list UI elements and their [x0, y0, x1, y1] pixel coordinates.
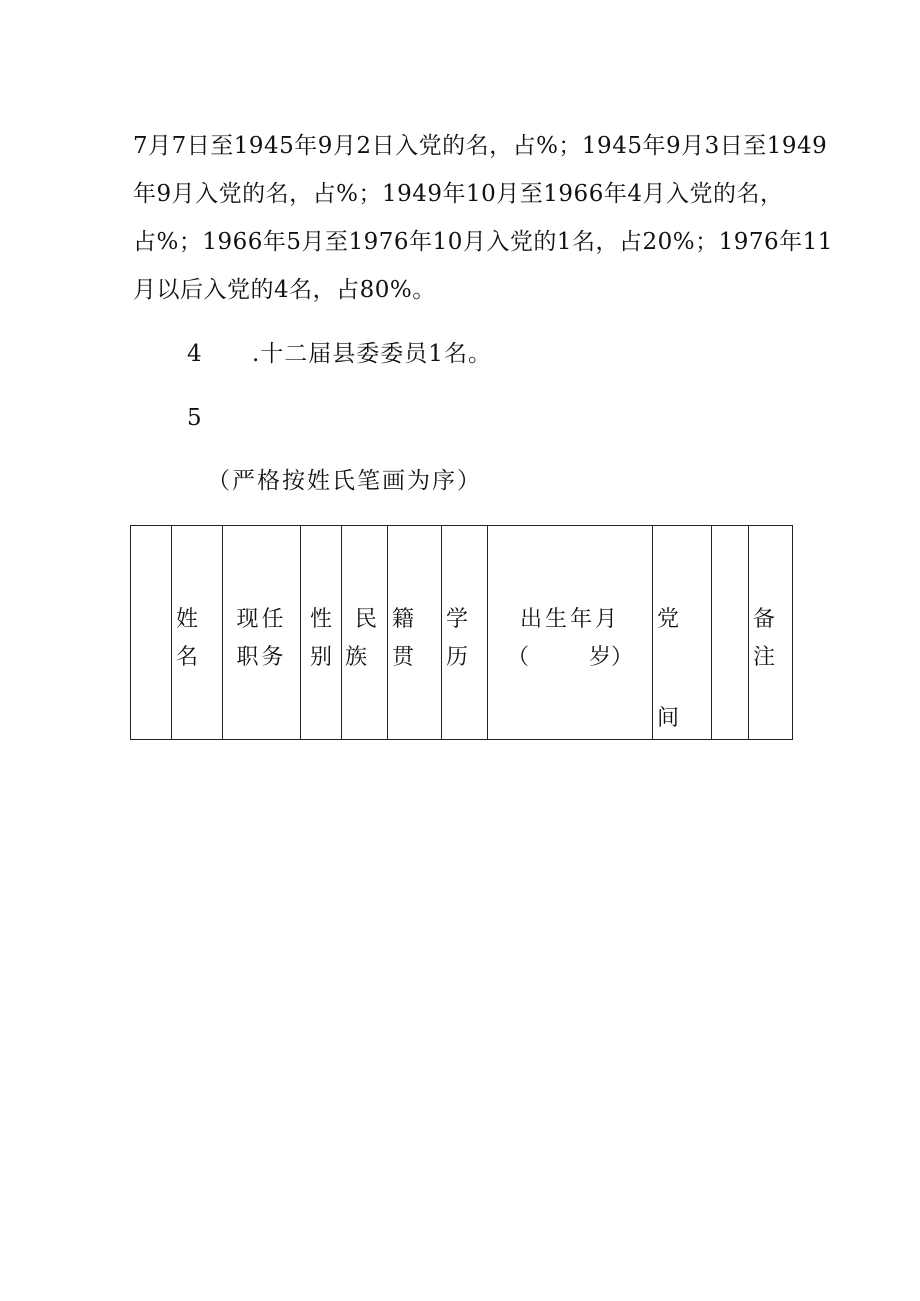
- header-position-line2: 职务: [236, 645, 287, 670]
- header-ethnicity-line1: 民: [355, 607, 381, 632]
- header-party-line2: 间: [657, 706, 680, 731]
- paragraph-line-1: 7月7日至1945年9月2日入党的名，占%；1945年9月3日至1949: [133, 133, 828, 159]
- header-education-line1: 学: [446, 607, 472, 632]
- header-birth-text: [488, 601, 652, 677]
- item-4-text: .十二届县委委员1名。: [252, 341, 492, 367]
- item-4-number: 4: [187, 341, 202, 367]
- header-ethnicity-text: [345, 601, 380, 677]
- header-origin-line2: 贯: [392, 645, 418, 670]
- header-ethnicity: [342, 526, 388, 740]
- header-age-line: [488, 639, 652, 677]
- header-name-line2: 名: [176, 645, 202, 670]
- header-origin-text: [392, 601, 417, 677]
- header-age-close: 岁）: [589, 645, 634, 670]
- table-note: （严格按姓氏笔画为序）: [207, 468, 482, 494]
- header-gender: [301, 526, 342, 740]
- header-remarks: [749, 526, 793, 740]
- header-name-text: [176, 601, 201, 677]
- header-party-line1: 党: [657, 607, 680, 632]
- header-remarks-text: [753, 601, 778, 677]
- header-position-text: [223, 601, 300, 677]
- header-name: [172, 526, 223, 740]
- header-gender-text: [310, 601, 335, 677]
- paragraph-line-2: 年9月入党的名，占%；1949年10月至1966年4月入党的名，: [133, 181, 784, 207]
- header-ethnicity-line2: 族: [345, 645, 371, 670]
- header-gender-line2: 别: [310, 645, 336, 670]
- header-remarks-line1: 备: [753, 607, 779, 632]
- header-gender-line1: 性: [310, 607, 336, 632]
- header-position: [223, 526, 301, 740]
- header-name-line1: 姓: [176, 607, 202, 632]
- header-origin: [388, 526, 442, 740]
- paragraph-line-3: 占%；1966年5月至1976年10月入党的1名，占20%；1976年11: [133, 229, 833, 255]
- header-education: [442, 526, 488, 740]
- table-header-row: [131, 526, 793, 740]
- header-origin-line1: 籍: [392, 607, 418, 632]
- header-education-line2: 历: [446, 645, 472, 670]
- header-blank-cell-2: [712, 526, 749, 740]
- header-age-open: （: [506, 645, 529, 670]
- roster-table: [130, 525, 793, 740]
- paragraph-line-4: 月以后入党的4名，占80%。: [133, 277, 436, 303]
- item-5-number: 5: [187, 405, 202, 431]
- header-party: [653, 526, 712, 740]
- header-birth: [488, 526, 653, 740]
- header-blank-cell: [131, 526, 172, 740]
- header-birth-line1: 出生年月: [519, 607, 620, 632]
- header-education-text: [446, 601, 471, 677]
- header-position-line1: 现任: [236, 607, 287, 632]
- header-remarks-line2: 注: [753, 645, 779, 670]
